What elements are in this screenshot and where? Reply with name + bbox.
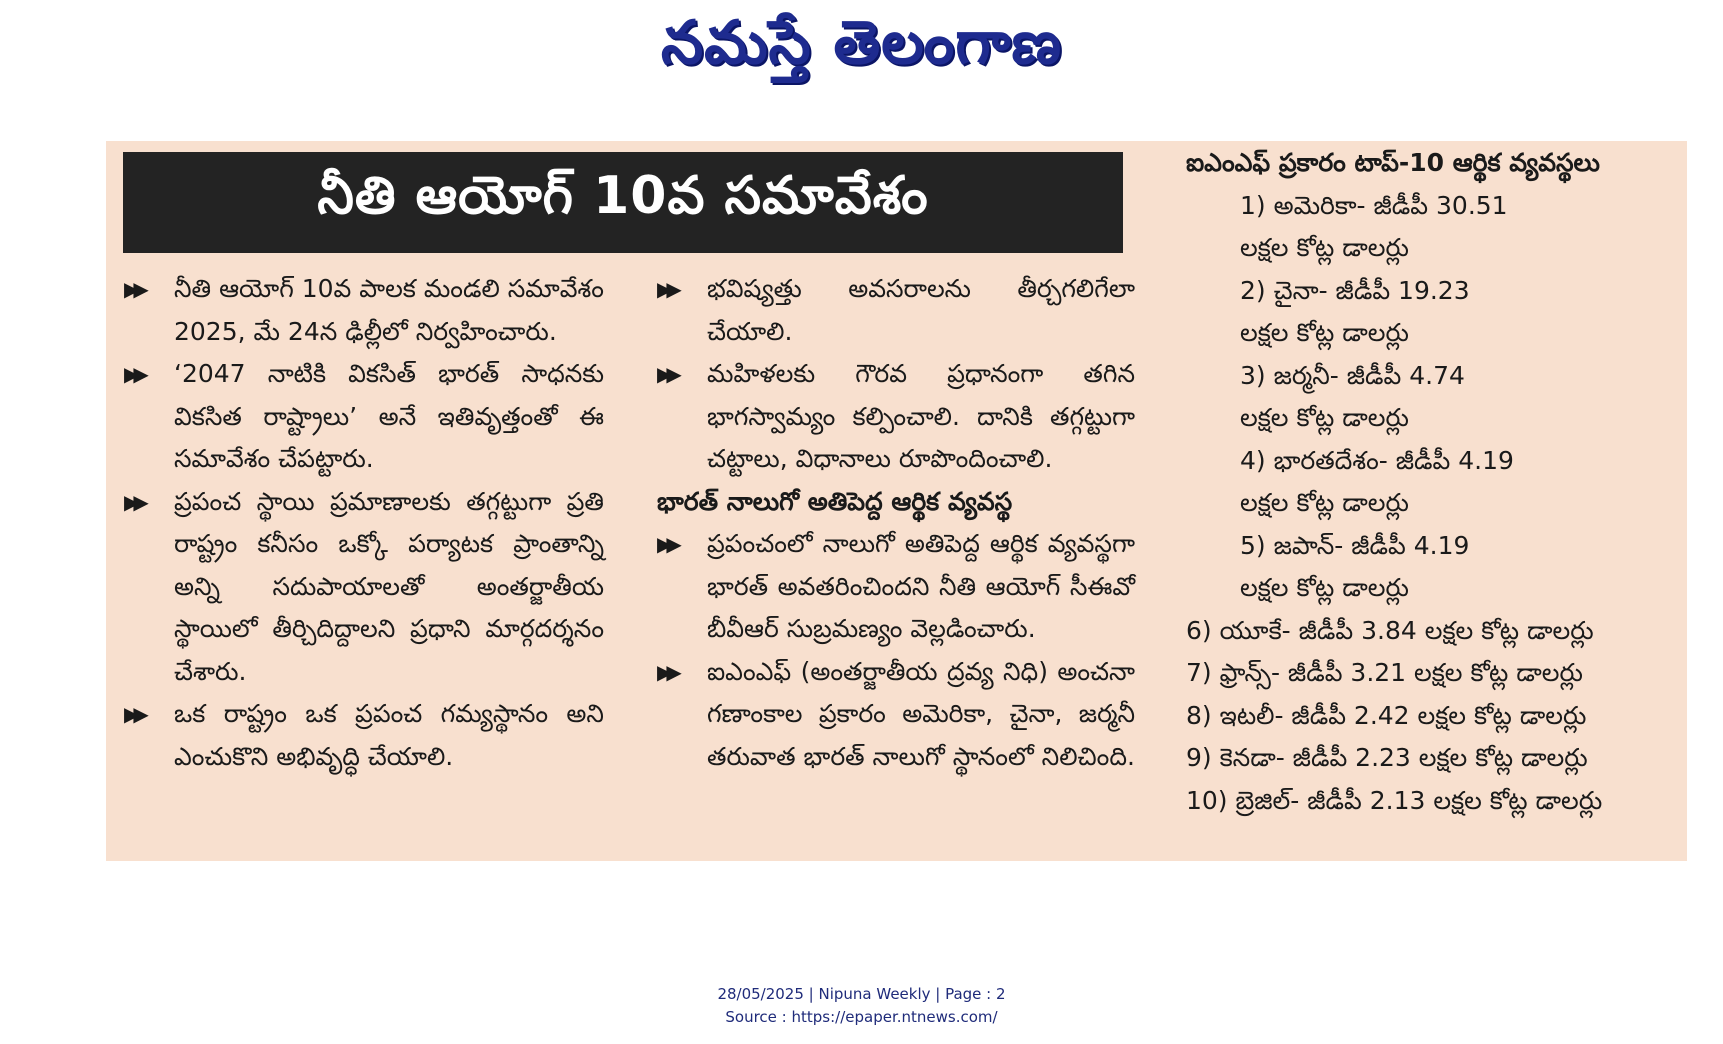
ranking-line: 2) చైనా- జీడీపీ 19.23 bbox=[1240, 275, 1470, 305]
bullet-item bbox=[657, 353, 1135, 481]
bullet-item bbox=[657, 268, 1135, 353]
double-arrow-icon: ▶▶ bbox=[657, 277, 676, 301]
column-1 bbox=[124, 268, 604, 778]
footer-source-line: Source : https://epaper.ntnews.com/ bbox=[725, 1008, 998, 1026]
bullet-item bbox=[657, 523, 1135, 651]
ranking-item: 7) ఫ్రాన్స్- జీడీపీ 3.21 లక్షల కోట్ల డాలర్లు bbox=[1186, 658, 1583, 687]
ranking-item: 6) యూకే- జీడీపీ 3.84 లక్షల కోట్ల డాలర్లు bbox=[1186, 615, 1594, 645]
ranking-line: లక్షల కోట్ల డాలర్లు bbox=[1240, 573, 1409, 602]
double-arrow-icon: ▶▶ bbox=[124, 702, 143, 726]
ranking-item: 8) ఇటలీ- జీడీపీ 2.42 లక్షల కోట్ల డాలర్లు bbox=[1186, 700, 1587, 730]
bullet-text: నీతి ఆయోగ్ 10వ పాలక మండలి సమావేశం 2025, మే 24న ఢిల్లీలో నిర్వహించారు. bbox=[174, 274, 604, 346]
bullet-item bbox=[124, 481, 604, 694]
cut-off-text-strip bbox=[160, 88, 1630, 102]
bullet-text: మహిళలకు గౌరవ ప్రధానంగా తగిన భాగస్వామ్యం కల్పించాలి. దానికి తగ్గట్టుగా చట్టాలు, విధానాలు రూపొందించాలి. bbox=[707, 359, 1135, 473]
ranking-item bbox=[1186, 185, 1686, 270]
bullet-text: ఒక రాష్ట్రం ఒక ప్రపంచ గమ్యస్థానం అని ఎంచుకొని అభివృద్ధి చేయాలి. bbox=[174, 699, 604, 771]
bullet-item bbox=[657, 651, 1135, 779]
ranking-line: లక్షల కోట్ల డాలర్లు bbox=[1240, 488, 1409, 517]
section-subheading: భారత్ నాలుగో అతిపెద్ద ఆర్థిక వ్యవస్థ bbox=[657, 486, 1013, 516]
ranking-item bbox=[1186, 440, 1686, 525]
column-2 bbox=[657, 268, 1135, 778]
double-arrow-icon: ▶▶ bbox=[657, 532, 676, 556]
ranking-item bbox=[1186, 355, 1686, 440]
ranking-line: 5) జపాన్- జీడీపీ 4.19 bbox=[1240, 530, 1470, 560]
ranking-line: 3) జర్మనీ- జీడీపీ 4.74 bbox=[1240, 360, 1465, 390]
footer-date-line: 28/05/2025 | Nipuna Weekly | Page : 2 bbox=[717, 985, 1006, 1003]
double-arrow-icon: ▶▶ bbox=[124, 362, 143, 386]
bullet-text: ఐఎంఎఫ్ (అంతర్జాతీయ ద్రవ్య నిధి) అంచనా గణాంకాల ప్రకారం అమెరికా, చైనా, జర్మనీ తరువాత భారత్ నాలుగో స్థానంలో నిలిచింది. bbox=[707, 656, 1135, 771]
article-title: నీతి ఆయోగ్ 10వ సమావేశం bbox=[123, 152, 1123, 253]
double-arrow-icon: ▶▶ bbox=[657, 362, 676, 386]
bullet-text: ప్రపంచ స్థాయి ప్రమాణాలకు తగ్గట్టుగా ప్రతి రాష్ట్రం కనీసం ఒక్కో పర్యాటక ప్రాంతాన్ని అన్ని సదుపాయాలతో అంతర్జాతీయ స్థాయిలో తీర్చిదిద్దాలని ప్రధాని మార్గదర్శనం చేశారు. bbox=[174, 486, 604, 686]
ranking-line: లక్షల కోట్ల డాలర్లు bbox=[1240, 403, 1409, 432]
page-footer bbox=[0, 983, 1723, 1029]
ranking-item bbox=[1186, 270, 1686, 355]
double-arrow-icon: ▶▶ bbox=[124, 489, 143, 514]
bullet-text: ‘2047 నాటికి వికసిత్ భారత్ సాధనకు వికసిత రాష్ట్రాలు’ అనే ఇతివృత్తంతో ఈ సమావేశం చేపట్టారు. bbox=[174, 359, 604, 473]
ranking-item: 10) బ్రెజిల్- జీడీపీ 2.13 లక్షల కోట్ల డాలర్లు bbox=[1186, 785, 1603, 815]
ranking-line: 4) భారతదేశం- జీడీపీ 4.19 bbox=[1240, 445, 1514, 475]
ranking-item bbox=[1186, 525, 1686, 610]
bullet-item bbox=[124, 353, 604, 481]
bullet-item bbox=[124, 693, 604, 778]
ranking-item: 9) కెనడా- జీడీపీ 2.23 లక్షల కోట్ల డాలర్లు bbox=[1186, 743, 1588, 772]
ranking-line: లక్షల కోట్ల డాలర్లు bbox=[1240, 233, 1409, 262]
column-3-rankings bbox=[1186, 142, 1686, 822]
bullet-text: భవిష్యత్తు అవసరాలను తీర్చగలిగేలా చేయాలి. bbox=[707, 274, 1135, 346]
masthead-logo: నమస్తే తెలంగాణ bbox=[660, 8, 1063, 78]
ranking-line: లక్షల కోట్ల డాలర్లు bbox=[1240, 318, 1409, 347]
bullet-item bbox=[124, 268, 604, 353]
rankings-heading: ఐఎంఎఫ్ ప్రకారం టాప్-10 ఆర్థిక వ్యవస్థలు bbox=[1186, 148, 1600, 177]
bullet-text: ప్రపంచంలో నాలుగో అతిపెద్ద ఆర్థిక వ్యవస్థగా భారత్ అవతరించిందని నీతి ఆయోగ్ సీఈవో బీవీఆర్ సుబ్రమణ్యం వెల్లడించారు. bbox=[707, 529, 1135, 643]
double-arrow-icon: ▶▶ bbox=[657, 659, 676, 684]
double-arrow-icon: ▶▶ bbox=[124, 277, 143, 301]
ranking-line: 1) అమెరికా- జీడీపీ 30.51 bbox=[1240, 190, 1508, 220]
